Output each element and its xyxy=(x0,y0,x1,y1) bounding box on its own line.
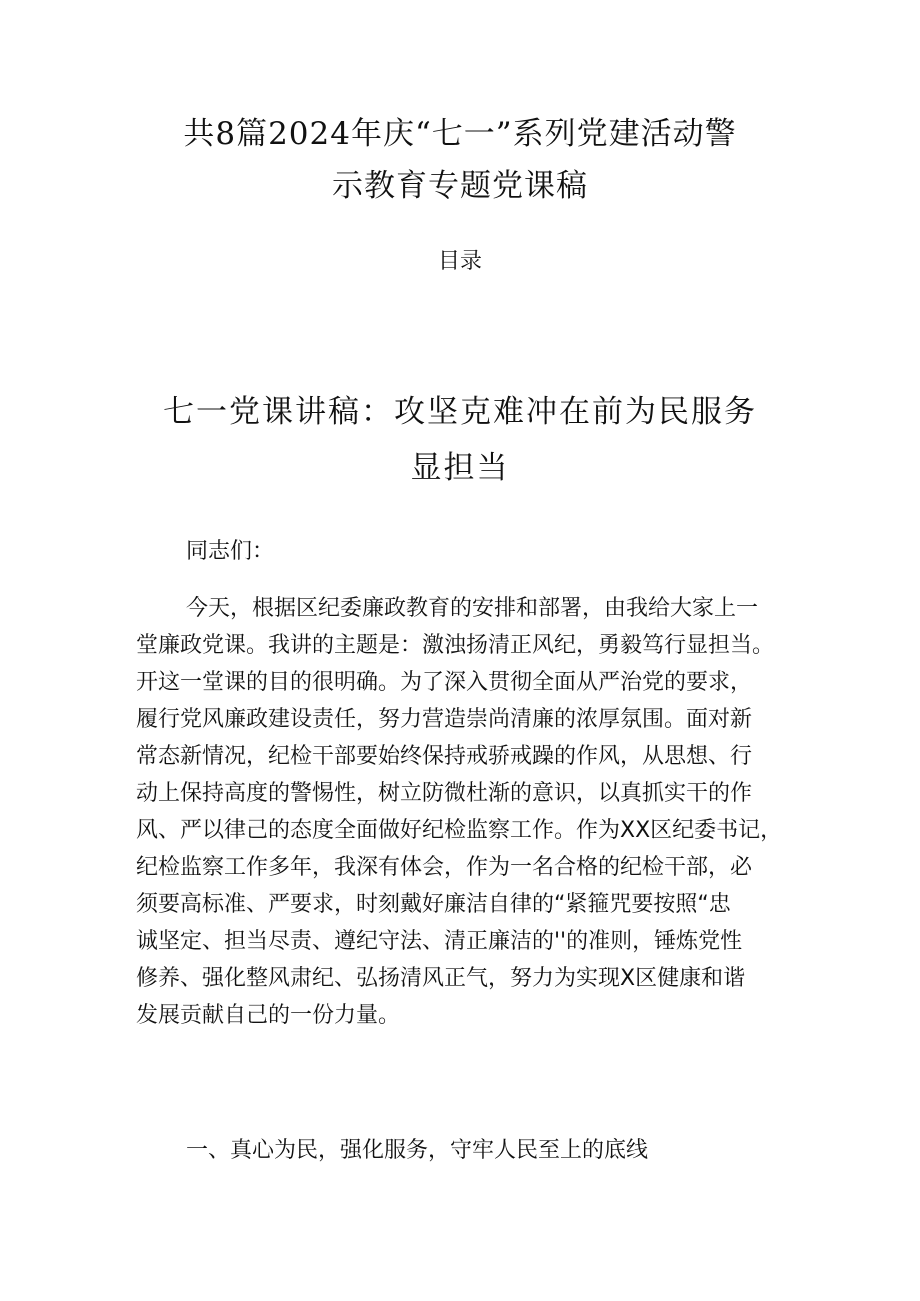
body-paragraph xyxy=(136,590,796,1034)
paragraph-line: 履行党风廉政建设责任，努力营造崇尚清廉的浓厚氛围。面对新 xyxy=(136,707,753,732)
paragraph-line: 开这一堂课的目的很明确。为了深入贯彻全面从严治党的要求， xyxy=(136,670,753,695)
document-title-line: 共8篇2024年庆“七一”系列党建活动警 xyxy=(183,116,737,152)
section-heading: 一、真心为民，强化服务，守牢人民至上的底线 xyxy=(186,1138,649,1163)
paragraph-line: 风、严以律己的态度全面做好纪检监察工作。作为XX区纪委书记， xyxy=(136,818,783,843)
paragraph-line: 动上保持高度的警惕性，树立防微杜渐的意识，以真抓实干的作 xyxy=(136,781,753,806)
paragraph-line: 须要高标准、严要求，时刻戴好廉洁自律的“紧箍咒要按照“忠 xyxy=(136,892,731,917)
document-title xyxy=(100,108,820,212)
section-title-line: 七一党课讲稿：攻坚克难冲在前为民服务 xyxy=(163,394,757,430)
salutation: 同志们： xyxy=(186,539,275,564)
toc-label: 目录 xyxy=(437,249,482,274)
paragraph-line: 诚坚定、担当尽责、遵纪守法、清正廉洁的''的准则，锤炼党性 xyxy=(136,929,743,954)
paragraph-line: 发展贡献自己的一份力量。 xyxy=(136,1003,401,1028)
paragraph-line: 常态新情况，纪检干部要始终保持戒骄戒躁的作风，从思想、行 xyxy=(136,744,753,769)
section-title xyxy=(100,384,820,496)
paragraph-line: 今天，根据区纪委廉政教育的安排和部署，由我给大家上一 xyxy=(186,596,759,621)
document-title-line: 示教育专题党课稿 xyxy=(332,168,588,204)
paragraph-line: 纪检监察工作多年，我深有体会，作为一名合格的纪检干部，必 xyxy=(136,855,753,880)
paragraph-line: 修养、强化整风肃纪、弘扬清风正气，努力为实现X区健康和谐 xyxy=(136,966,746,991)
section-title-line: 显担当 xyxy=(410,450,510,486)
paragraph-line: 堂廉政党课。我讲的主题是：激浊扬清正风纪，勇毅笃行显担当。 xyxy=(136,633,775,658)
